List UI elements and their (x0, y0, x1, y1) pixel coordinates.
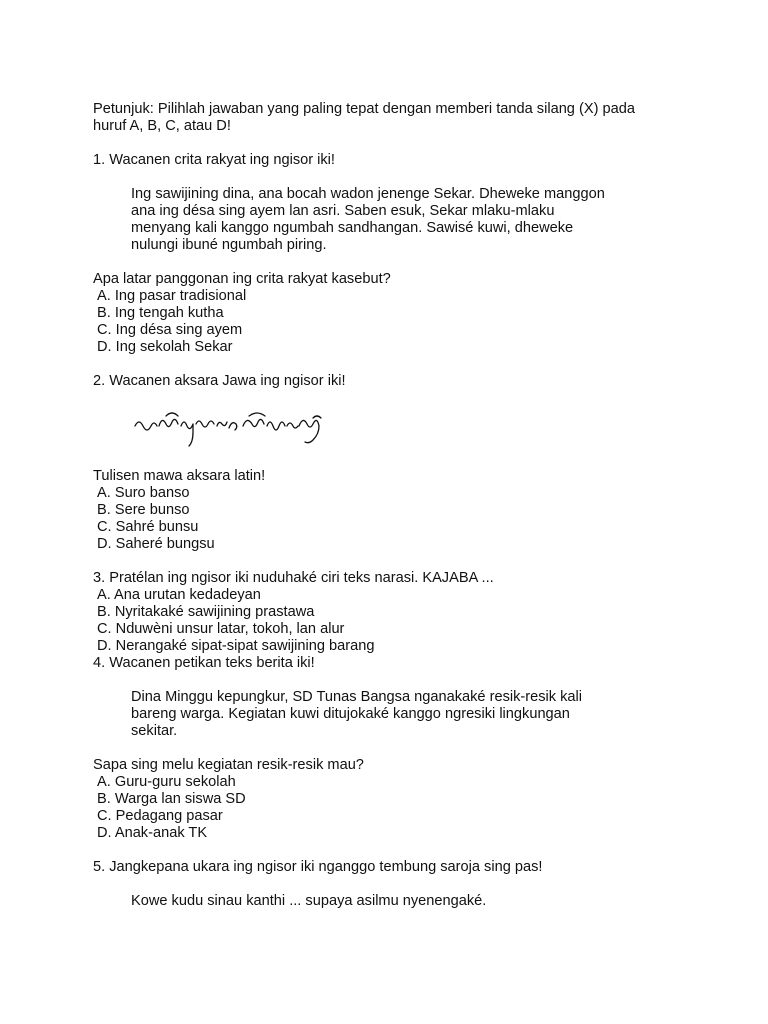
instructions-line: Petunjuk: Pilihlah jawaban yang paling tepat dengan memberi tanda silang (X) pada (93, 101, 635, 117)
question-2 (93, 373, 693, 553)
question-1-prompt: 1. Wacanen crita rakyat ing ngisor iki! (93, 152, 335, 168)
question-3-prompt: 3. Pratélan ing ngisor iki nuduhaké ciri teks narasi. KAJABA ... (93, 570, 494, 586)
option-a[interactable]: A. Ing pasar tradisional (97, 288, 247, 304)
option-d[interactable]: D. Saheré bungsu (97, 536, 215, 552)
option-d[interactable]: D. Ing sekolah Sekar (97, 339, 233, 355)
passage-line: bareng warga. Kegiatan kuwi ditujokaké kanggo ngresiki lingkungan (131, 706, 570, 722)
option-d[interactable]: D. Anak-anak TK (97, 825, 208, 841)
passage-line: Ing sawijining dina, ana bocah wadon jenenge Sekar. Dheweke manggon (131, 186, 605, 202)
option-c[interactable]: C. Nduwèni unsur latar, tokoh, lan alur (97, 621, 345, 637)
passage-line: sekitar. (131, 723, 178, 739)
javanese-script-image (133, 404, 333, 448)
option-b[interactable]: B. Warga lan siswa SD (97, 791, 246, 807)
passage-line: menyang kali kanggo ngumbah sandhangan. Sawisé kuwi, dheweke (131, 220, 574, 236)
option-a[interactable]: A. Suro banso (97, 485, 190, 501)
option-c[interactable]: C. Ing désa sing ayem (97, 322, 243, 338)
question-5 (93, 859, 693, 910)
question-4 (93, 655, 693, 842)
question-1-text: Apa latar panggonan ing crita rakyat kasebut? (93, 271, 391, 287)
instructions (93, 101, 693, 135)
question-4-text: Sapa sing melu kegiatan resik-resik mau? (93, 757, 364, 773)
option-a[interactable]: A. Guru-guru sekolah (97, 774, 236, 790)
question-2-prompt: 2. Wacanen aksara Jawa ing ngisor iki! (93, 373, 346, 389)
question-2-text: Tulisen mawa aksara latin! (93, 468, 266, 484)
passage-line: Kowe kudu sinau kanthi ... supaya asilmu nyenengaké. (131, 893, 487, 909)
question-4-prompt: 4. Wacanen petikan teks berita iki! (93, 655, 315, 671)
question-5-passage (131, 893, 693, 910)
question-1 (93, 152, 693, 356)
passage-line: nulungi ibuné ngumbah piring. (131, 237, 327, 253)
option-b[interactable]: B. Nyritakaké sawijining prastawa (97, 604, 315, 620)
option-b[interactable]: B. Sere bunso (97, 502, 190, 518)
question-1-passage (131, 186, 693, 254)
option-c[interactable]: C. Sahré bunsu (97, 519, 199, 535)
question-3 (93, 570, 693, 655)
passage-line: ana ing désa sing ayem lan asri. Saben esuk, Sekar mlaku-mlaku (131, 203, 555, 219)
passage-line: Dina Minggu kepungkur, SD Tunas Bangsa nganakaké resik-resik kali (131, 689, 583, 705)
question-4-passage (131, 689, 693, 740)
instructions-line: huruf A, B, C, atau D! (93, 118, 231, 134)
option-d[interactable]: D. Nerangaké sipat-sipat sawijining barang (97, 638, 375, 654)
option-a[interactable]: A. Ana urutan kedadeyan (97, 587, 261, 603)
option-b[interactable]: B. Ing tengah kutha (97, 305, 224, 321)
option-c[interactable]: C. Pedagang pasar (97, 808, 223, 824)
worksheet (93, 101, 693, 910)
question-5-prompt: 5. Jangkepana ukara ing ngisor iki nganggo tembung saroja sing pas! (93, 859, 543, 875)
